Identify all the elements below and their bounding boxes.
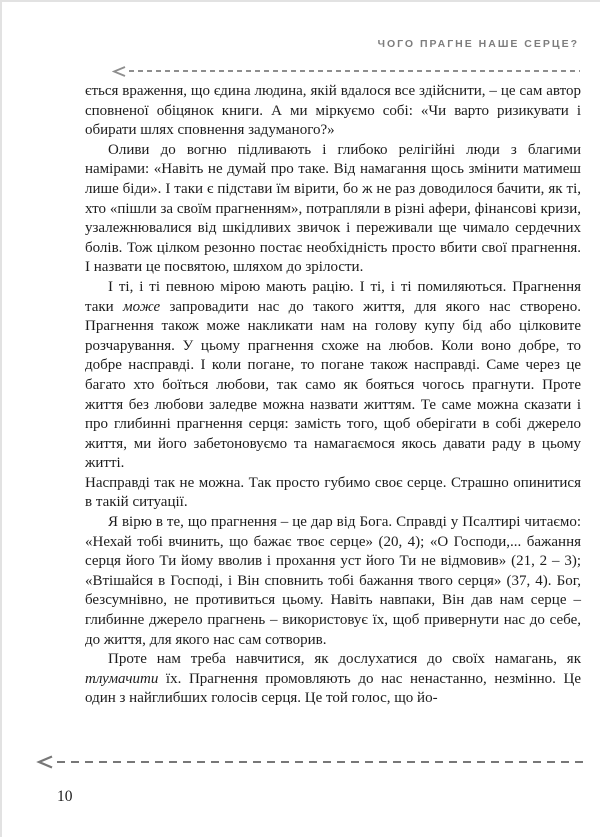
text-segment: Я вірю в те, що прагнення – це дар від Бога. Справді у Псалтирі читаємо: «Нехай тобі вчинить, що бажає твоє серце» (20, 4); «О Господи,... бажання серця його Ти йому вволив і прохання уст його Ти не відмовив» (21, 2 – 3); «Втішайся в Господі, і Він сповнить тобі бажання твого серця» (37, 4). Бог, безсумнівно, не противиться цьому. Навіть навпаки, Він дав нам серце – глибинне джерело прагнень – використовує їх, щоб привернути нас до себе, до життя, для якого нас сам сотворив. (85, 514, 581, 648)
paragraph (85, 513, 581, 650)
text-segment: Оливи до вогню підливають і глибоко релігійні люди з благими намірами: «Навіть не думай про таке. Від намагання щось змінити матимеш лише біди». І таки є підстави їм вірити, бо ж не раз доводилося бачити, як ті, хто «пішли за своїм прагненням», потрапляли в різні афери, фінансові кризи, узалежнювалися від шкідливих звичок і переживали ще чимало сердечних болів. Тож цілком резонно постає необхідність просто вбити свої прагнення. І назвати це посвятою, шляхом до зрілости. (85, 141, 581, 276)
running-header: ЧОГО ПРАГНЕ НАШЕ СЕРЦЕ? (377, 38, 579, 50)
left-arrow-icon (112, 66, 126, 77)
italic-text: тлумачити (85, 670, 159, 687)
italic-text: може (123, 298, 161, 315)
body-text (85, 82, 581, 709)
text-segment: Проте нам треба навчитися, як дослухатися до своїх намагань, як (108, 651, 581, 668)
text-segment: запровадити нас до такого життя, для якого нас створено. Прагнення також може накликати нам на голову купу бід або цілковите розчарування. У цьому прагнення схоже на любов. Коли воно добре, то добре насправді. І коли погане, то погане також насправді. Саме через це багато хто боїться любови, так само як бояться чогось прагнути. Проте життя без любови заледве можна назвати життям. Те саме можна сказати і про глибинні прагнення серця: замість того, щоб оберігати в собі джерело життя, ми його забетоновуємо та намагаємося якось давати раду в цьому житті. (85, 298, 581, 472)
text-segment: І ті, і ті певною мірою мають рацію. І ті, і ті помиляються. Прагнення таки (85, 278, 581, 315)
paragraph (85, 650, 581, 709)
dashed-rule (57, 761, 588, 764)
dashed-rule (129, 70, 580, 72)
text-segment: ється враження, що єдина людина, якій вдалося все здійснити, – це сам автор сповненої обіцянок книги. А ми міркуємо собі: «Чи варто ризикувати і обирати шлях сповнення задуманого?» (85, 83, 581, 139)
paragraph (85, 278, 581, 474)
paragraph (85, 141, 581, 278)
top-divider (112, 66, 580, 76)
left-arrow-icon (36, 755, 54, 769)
bottom-divider (36, 755, 588, 769)
paragraph (85, 474, 581, 513)
page-number: 10 (57, 788, 73, 805)
paragraph (85, 82, 581, 141)
text-segment: Насправді так не можна. Так просто губимо своє серце. Страшно опинитися в такій ситуації. (85, 474, 581, 511)
text-segment: їх. Прагнення промовляють до нас ненастанно, незмінно. Це один з найглибших голосів серця. Це той голос, що йо- (85, 670, 581, 707)
